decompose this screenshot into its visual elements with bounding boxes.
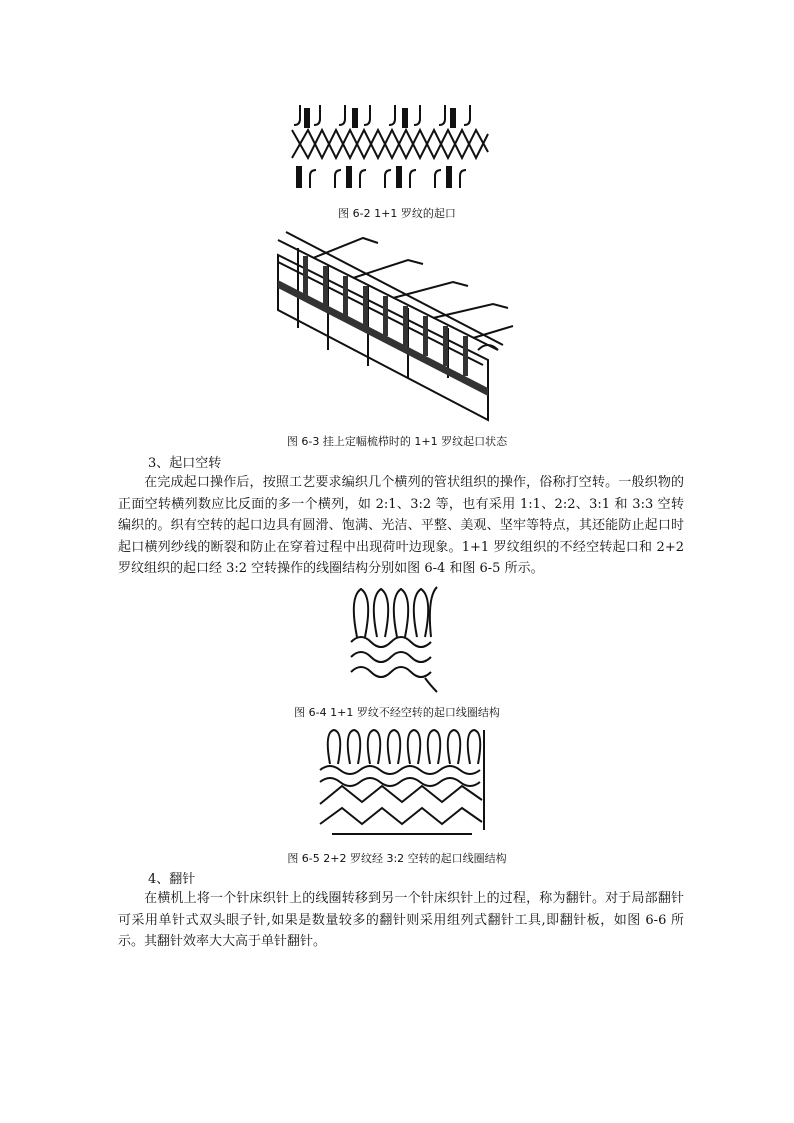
figure-6-5-loop-structure-diagram [312,724,488,844]
figure-6-3-caption: 图 6-3 挂上定幅梳栉时的 1+1 罗纹起口状态 [286,435,508,448]
figure-6-2-rib-cast-on-diagram [290,100,490,195]
section-3-heading: 3、起口空转 [148,456,222,471]
section-4-paragraph [118,888,684,953]
section-4-heading: 4、翻针 [148,872,196,887]
section-3-paragraph [118,472,684,580]
section-4-text: 在横机上将一个针床织针上的线圈转移到另一个针床织针上的过程，称为翻针。对于局部翻针可采用单针式双头眼子针,如果是数量较多的翻针则采用组列式翻针工具,即翻针板，如图 6-6 所示。其翻针效率大大高于单针翻针。 [118,891,684,950]
figure-6-5-caption: 图 6-5 2+2 罗纹经 3:2 空转的起口线圈结构 [287,852,507,865]
figure-6-3-comb-rib-diagram [268,220,530,428]
figure-6-4-loop-structure-diagram [345,582,447,696]
section-3-text: 在完成起口操作后，按照工艺要求编织几个横列的管状组织的操作，俗称打空转。一般织物的正面空转横列数应比反面的多一个横列，如 2:1、3:2 等，也有采用 1:1、2:2、3:1 和 3:3 空转编织的。织有空转的起口边具有圆滑、饱满、光洁、平整、美观、坚牢等特点，其还能防止起口时起口横列纱线的断裂和防止在穿着过程中出现荷叶边现象。1+1 罗纹组织的不经空转起口和 2+2 罗纹组织的起口经 3:2 空转操作的线圈结构分别如图 6-4 和图 6-5 所示。 [118,475,684,577]
figure-6-4-caption: 图 6-4 1+1 罗纹不经空转的起口线圈结构 [294,706,500,719]
figure-6-2-caption: 图 6-2 1+1 罗纹的起口 [338,207,456,220]
